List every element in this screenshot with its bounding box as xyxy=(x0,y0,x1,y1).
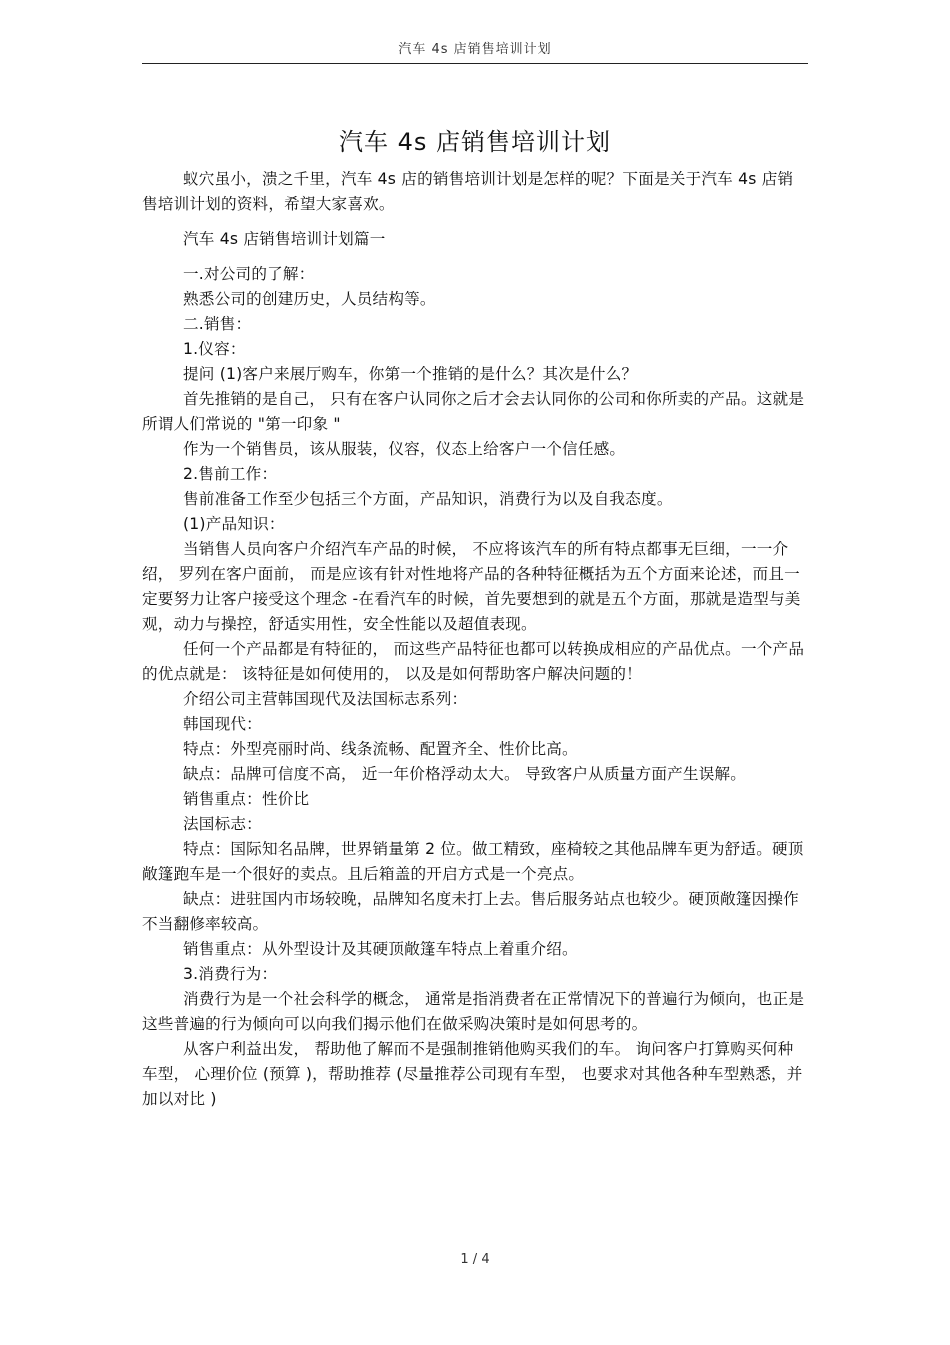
running-header: 汽车 4s 店销售培训计划 xyxy=(398,42,552,57)
document-body xyxy=(142,167,808,1112)
subheading: 韩国现代： xyxy=(183,715,262,733)
paragraph: 任何一个产品都是有特征的， 而这些产品特征也都可以转换成相应的产品优点。一个产品的优点就是： 该特征是如何使用的， 以及是如何帮助客户解决问题的！ xyxy=(142,640,805,683)
list-heading: 一.对公司的了解： xyxy=(183,265,315,283)
paragraph: 介绍公司主营韩国现代及法国标志系列： xyxy=(183,690,468,708)
paragraph: 消费行为是一个社会科学的概念， 通常是指消费者在正常情况下的普遍行为倾向，也正是这些普遍的行为倾向可以向我们揭示他们在做采购决策时是如何思考的。 xyxy=(142,990,805,1033)
subheading: 2.售前工作： xyxy=(183,465,278,483)
intro-paragraph: 蚁穴虽小，溃之千里，汽车 4s 店的销售培训计划是怎样的呢？下面是关于汽车 4s 店销售培训计划的资料，希望大家喜欢。 xyxy=(142,170,794,213)
section-heading: 汽车 4s 店销售培训计划篇一 xyxy=(183,230,386,248)
subheading: 3.消费行为： xyxy=(183,965,278,983)
paragraph: 提问 (1)客户来展厅购车，你第一个推销的是什么？其次是什么？ xyxy=(183,365,638,383)
subheading: (1)产品知识： xyxy=(183,515,285,533)
paragraph: 特点：国际知名品牌，世界销量第 2 位。做工精致，座椅较之其他品牌车更为舒适。硬顶敞篷跑车是一个很好的卖点。且后箱盖的开启方式是一个亮点。 xyxy=(142,840,804,883)
document-title: 汽车 4s 店销售培训计划 xyxy=(338,128,612,156)
paragraph: 从客户利益出发， 帮助他了解而不是强制推销他购买我们的车。 询问客户打算购买何种车型， 心理价位 (预算 )，帮助推荐 (尽量推荐公司现有车型， 也要求对其他各种车型熟悉，并加以对比 ) xyxy=(142,1040,803,1108)
list-heading: 二.销售： xyxy=(183,315,252,333)
paragraph: 首先推销的是自己， 只有在客户认同你之后才会去认同你的公司和你所卖的产品。这就是所谓人们常说的 "第一印象 " xyxy=(142,390,805,433)
subheading: 法国标志： xyxy=(183,815,262,833)
page-number: 1 / 4 xyxy=(460,1252,490,1267)
subheading: 1.仪容： xyxy=(183,340,246,358)
paragraph: 销售重点：性价比 xyxy=(183,790,310,808)
paragraph: 销售重点：从外型设计及其硬顶敞篷车特点上着重介绍。 xyxy=(183,940,578,958)
paragraph: 当销售人员向客户介绍汽车产品的时候， 不应将该汽车的所有特点都事无巨细，一一介绍， 罗列在客户面前， 而是应该有针对性地将产品的各种特征概括为五个方面来论述，而且一定要努力让客户接受这个理念 -在看汽车的时候，首先要想到的就是五个方面，那就是造型与美观，动力与操控，舒适实用性，安全性能以及超值表现。 xyxy=(142,540,801,633)
paragraph: 售前准备工作至少包括三个方面，产品知识，消费行为以及自我态度。 xyxy=(183,490,673,508)
paragraph: 缺点：品牌可信度不高， 近一年价格浮动太大。 导致客户从质量方面产生误解。 xyxy=(183,765,747,783)
paragraph: 缺点：进驻国内市场较晚，品牌知名度未打上去。售后服务站点也较少。硬顶敞篷因操作不当翻修率较高。 xyxy=(142,890,799,933)
paragraph: 作为一个销售员，该从服装，仪容，仪态上给客户一个信任感。 xyxy=(183,440,626,458)
paragraph: 特点：外型亮丽时尚、线条流畅、配置齐全、性价比高。 xyxy=(183,740,578,758)
paragraph: 熟悉公司的创建历史，人员结构等。 xyxy=(183,290,436,308)
header-divider xyxy=(142,63,808,64)
